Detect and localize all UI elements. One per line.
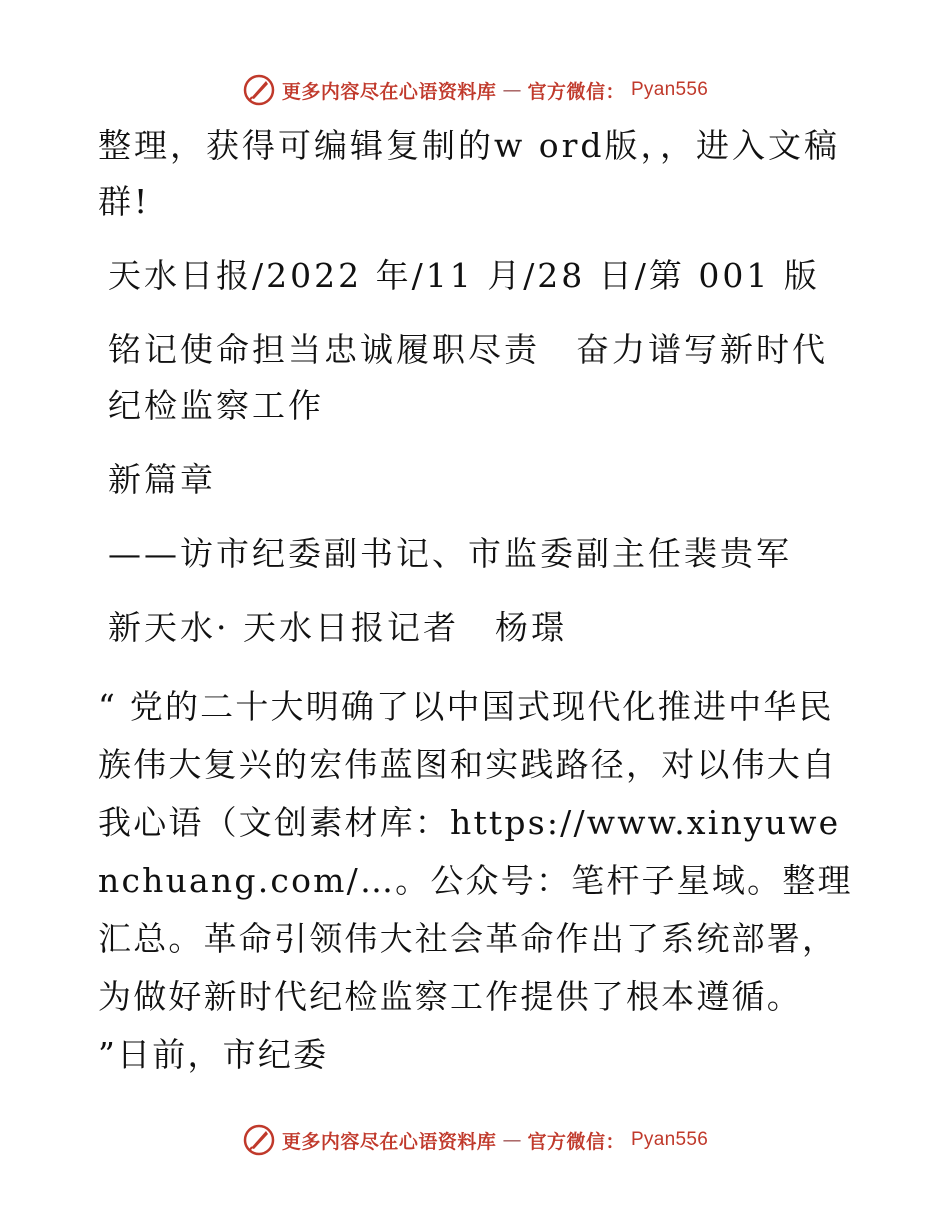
dateline: 天水日报/2022 年/11 月/28 日/第 001 版: [108, 256, 820, 295]
quill-circle-logo-icon: [242, 1123, 276, 1157]
header-watermark: [0, 70, 950, 110]
byline: 新天水· 天水日报记者 杨璟: [108, 608, 567, 647]
watermark-separator: —: [502, 79, 522, 101]
watermark-label: 官方微信：: [527, 1130, 625, 1153]
watermark-separator: —: [502, 1129, 522, 1151]
headline-continuation: 新篇章: [108, 460, 216, 499]
quill-circle-logo-icon: [242, 73, 276, 107]
watermark-text: 更多内容尽在心语资料库: [281, 80, 497, 103]
watermark-label: 官方微信：: [527, 80, 625, 103]
watermark-id: Pyan556: [630, 1129, 709, 1150]
footer-watermark: [0, 1120, 950, 1160]
subtitle: ——访市纪委副书记、市监委副主任裴贵军: [108, 534, 792, 573]
document-body: [98, 118, 858, 1084]
watermark-id: Pyan556: [630, 79, 709, 100]
watermark-text: 更多内容尽在心语资料库: [281, 1130, 497, 1153]
body-paragraph: “ 党的二十大明确了以中国式现代化推进中华民族伟大复兴的宏伟蓝图和实践路径，对以伟大自我心语（文创素材库：https://www.xinyuwenchuang.com/…。公众号：笔杆子星域。整理汇总。革命引领伟大社会革命作出了系统部署，为做好新时代纪检监察工作提供了根本遵循。 ”日前，市纪委: [98, 687, 853, 1074]
intro-line: 整理，获得可编辑复制的w ord版，，进入文稿群!: [98, 126, 841, 221]
headline: 铭记使命担当忠诚履职尽责 奋力谱写新时代纪检监察工作: [108, 330, 828, 425]
